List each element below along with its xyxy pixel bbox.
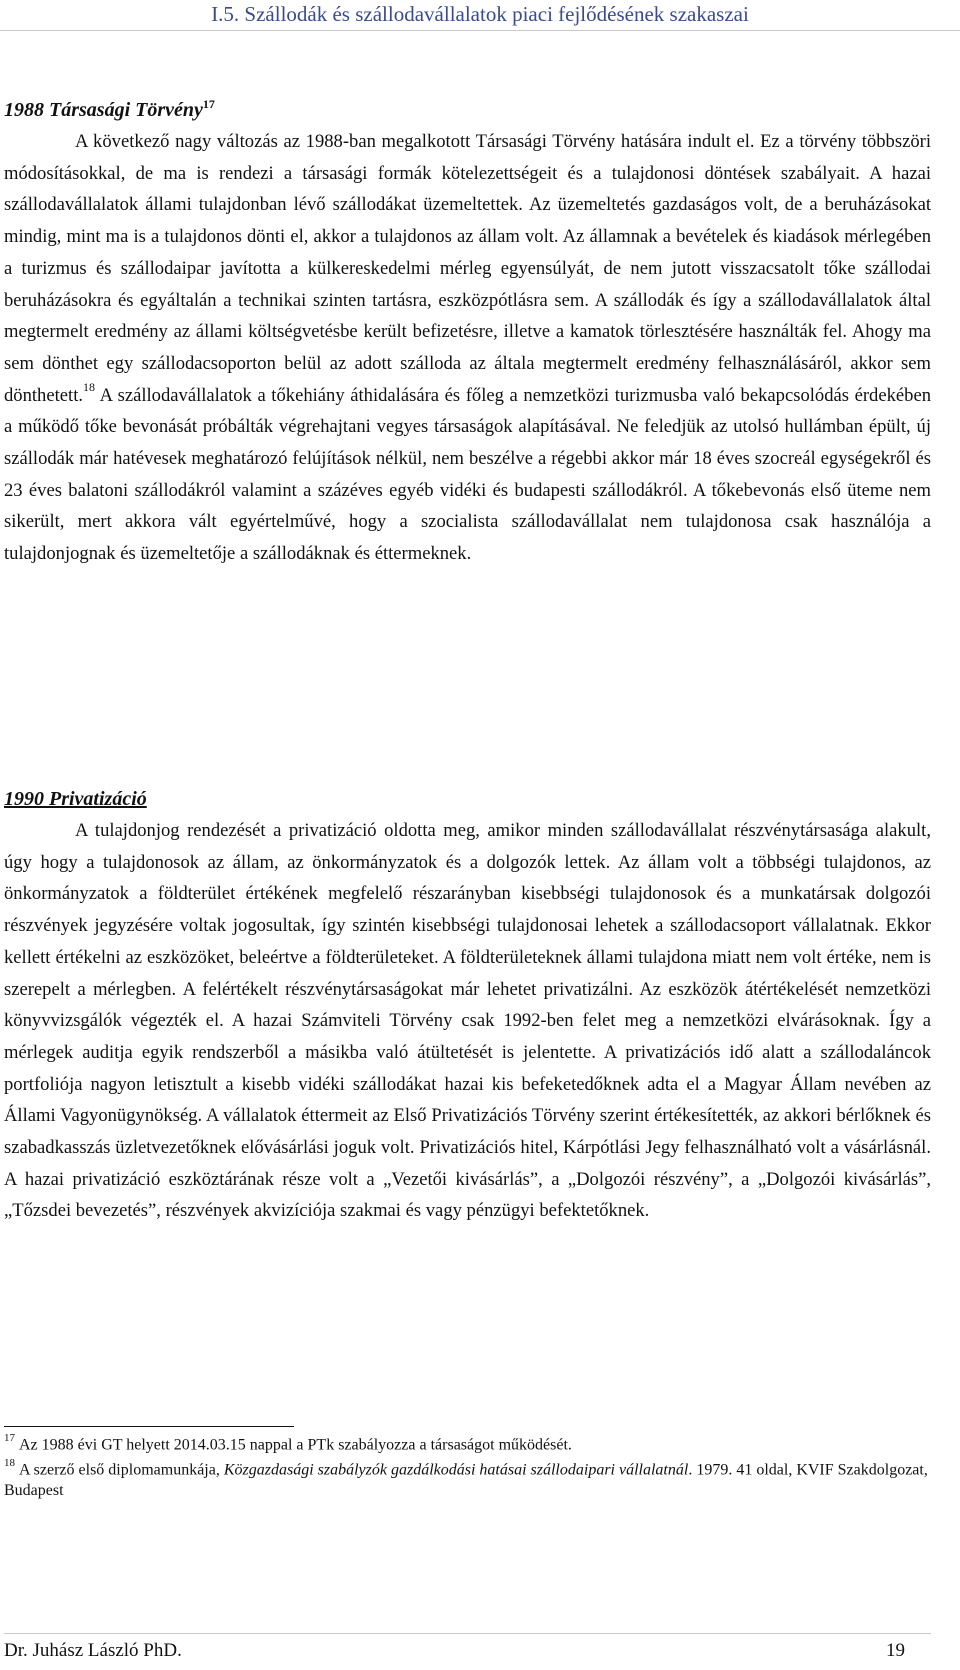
section-title-text: 1988 Társasági Törvény xyxy=(4,99,203,121)
section-title-text: 1990 Privatizáció xyxy=(4,788,147,810)
chapter-title: I.5. Szállodák és szállodavállalatok piaci fejlődésének szakaszai xyxy=(211,2,749,26)
page-footer xyxy=(4,1633,931,1662)
section-1990-paragraph xyxy=(4,815,931,1227)
footnote-title-italic: Közgazdasági szabályzók gazdálkodási hatásai szállodaipari vállalatnál xyxy=(223,1461,689,1479)
footnote-ref-18[interactable]: 18 xyxy=(83,380,96,395)
section-heading-1990 xyxy=(4,787,147,811)
paragraph-text: A tulajdonjog rendezését a privatizáció oldotta meg, amikor minden szállodavállalat részvénytársasága alakult, úgy hogy a tulajdonosok az állam, az önkormányzatok és a dolgozók lettek. Az állam volt a többségi tulajdonos, az önkormányzatok a földterület értékének megfelelő részarányban kisebbségi tulajdonosok és a munkatársak dolgozói részvények jegyzésére voltak jogosultak, így szintén kisebbségi tulajdonosai lehetek a szállodacsoport vállalatnak. Ekkor kellett értékelni az eszközöket, beleértve a földterületeket. A földterületeknek állami tulajdona miatt nem volt értéke, nem is szerepelt a mérlegben. A felértékelt részvénytársaságokat már lehetet privatizálni. Az eszközök átértékelését nemzetközi könyvvizsgálók végezték el. A hazai Számviteli Törvény csak 1992-ben felet meg a nemzetközi elvárásoknak. Így a mérlegek auditja egyik rendszerből a másikba való átültetését is jelentette. A privatizációs idő alatt a szállodaláncok portfoliója nagyon letisztult a kisebb vidéki szállodákat hazai kis befeketedőknek adta el a Magyar Állam nevében az Állami Vagyonügynökség. A vállalatok éttermeit az Első Privatizációs Törvény szerint értékesítették, az akkori bérlőknek és szabadkasszás üzletvezetőknek elővásárlási joguk volt. Privatizációs hitel, Kárpótlási Jegy felhasználható volt a vásárlásnál. A hazai privatizáció eszköztárának része volt a „Vezetői kivásárlás”, a „Dolgozói részvény”, a „Dolgozói kivásárlás”, „Tőzsdei bevezetés”, részvények akvizíciója szakmai és vagy pénzügyi befektetőknek. xyxy=(4,820,931,1222)
footnote-number: 18 xyxy=(4,1457,15,1470)
section-heading-1988 xyxy=(4,98,215,122)
page-number: 19 xyxy=(886,1640,905,1661)
paragraph-text-cont: A szállodavállalatok a tőkehiány áthidalására és főleg a nemzetközi turizmusba való bekapcsolódás érdekében a működő tőke bevonását próbálták végrehajtani vegyes társaságok alapításával. Ne feledjük az utolsó hullámban épült, új szállodák már hatévesek meghatározó felújítások nélkül, nem beszélve a régebbi akkor már 18 éves szocreál egységekről és 23 éves balatoni szállodákról valamint a százéves egyéb vidéki és budapesti szállodákról. A tőkebevonás első üteme nem sikerült, mert akkora vált egyértelművé, hogy a szocialista szállodavállalat nem tulajdonosa csak használója a tulajdonjognak és üzemeltetője a szállodáknak és éttermeknek. xyxy=(4,384,931,565)
footnote-text: A szerző első diplomamunkája, xyxy=(19,1461,224,1479)
paragraph-text: A következő nagy változás az 1988-ban megalkotott Társasági Törvény hatására indult el. Ez a törvény többszöri módosításokkal, de ma is rendezi a társasági formák kötelezettségeit és a tulajdonosi döntések szabályait. A hazai szállodavállalatok állami tulajdonban lévő szállodákat üzemeltettek. Az üzemeltetés gazdaságos volt, de a beruházásokat mindig, mint ma is a tulajdonos dönti el, akkor a tulajdonos az állam volt. Az államnak a bevételek és kiadások mérlegében a turizmus és szállodaipar javította a külkereskedelmi mérleg egyensúlyát, de nem jutott visszacsatolt tőke szállodai beruházásokra és egyáltalán a technikai szinten tartásra, eszközpótlásra sem. A szállodák és így a szállodavállalatok által megtermelt eredmény az állami költségvetésbe került befizetésre, illetve a kamatok törlesztésére használták fel. Ahogy ma sem dönthet egy szállodacsoporton belül az adott szálloda az általa megtermelt eredmény felhasználásáról, akkor sem dönthetett. xyxy=(4,131,931,406)
section-1988-paragraph xyxy=(4,126,931,570)
footnote-number: 17 xyxy=(4,1432,15,1444)
footnote-text-end: . 1979. 41 oldal, KVIF Szakdolgozat, Budapest xyxy=(4,1461,928,1499)
footnote-text: Az 1988 évi GT helyett 2014.03.15 nappal a PTk szabályozza a társaságot működését. xyxy=(19,1436,572,1454)
footnote-separator xyxy=(4,1426,294,1427)
footnote-ref-17[interactable]: 17 xyxy=(202,97,215,111)
footnote-18 xyxy=(4,1455,931,1500)
running-header xyxy=(0,2,960,31)
footnote-17 xyxy=(4,1430,931,1455)
footnotes xyxy=(4,1430,931,1501)
footer-author: Dr. Juhász László PhD. xyxy=(4,1640,182,1661)
